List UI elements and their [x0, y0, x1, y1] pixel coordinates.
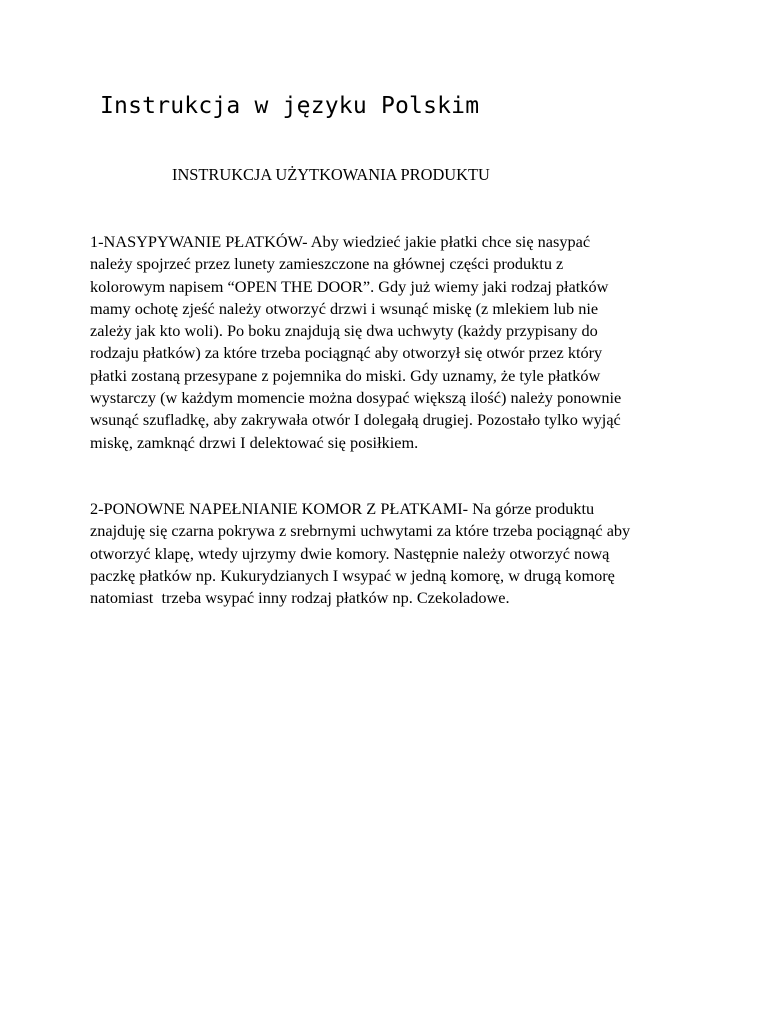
text-line: należy spojrzeć przez lunety zamieszczone na głównej części produktu z — [90, 254, 564, 274]
instruction-section-filling — [90, 231, 621, 454]
document-title: Instrukcja w języku Polskim — [100, 93, 480, 119]
text-line: wystarczy (w każdym momencie można dosypać większą ilość) należy ponownie — [90, 388, 622, 408]
text-line: miskę, zamknąć drzwi I delektować się posiłkiem. — [90, 432, 419, 452]
text-line: 1-NASYPYWANIE PŁATKÓW- Aby wiedzieć jakie płatki chce się nasypać — [90, 232, 591, 251]
text-line: znajduję się czarna pokrywa z srebrnymi uchwytami za które trzeba pociągnąć aby — [90, 521, 631, 541]
text-line: kolorowym napisem “OPEN THE DOOR”. Gdy już wiemy jaki rodzaj płatków — [90, 276, 609, 296]
text-line: mamy ochotę zjeść należy otworzyć drzwi i wsunąć miskę (z mlekiem lub nie — [90, 298, 599, 318]
document-subtitle: INSTRUKCJA UŻYTKOWANIA PRODUKTU — [172, 165, 490, 184]
text-line: wsunąć szufladkę, aby zakrywała otwór I dolegałą drugiej. Pozostało tylko wyjąć — [90, 410, 621, 430]
text-line: płatki zostaną przesypane z pojemnika do miski. Gdy uznamy, że tyle płatków — [90, 365, 601, 385]
text-line: 2-PONOWNE NAPEŁNIANIE KOMOR Z PŁATKAMI- Na górze produktu — [90, 499, 595, 518]
text-line: natomiast trzeba wsypać inny rodzaj płatków np. Czekoladowe. — [90, 588, 510, 608]
instruction-section-refilling — [90, 498, 630, 609]
text-line: rodzaju płatków) za które trzeba pociągnąć aby otworzył się otwór przez który — [90, 343, 603, 363]
text-line: zależy jak kto woli). Po boku znajdują się dwa uchwyty (każdy przypisany do — [90, 321, 598, 341]
text-line: otworzyć klapę, wtedy ujrzymy dwie komory. Następnie należy otworzyć nową — [90, 543, 610, 563]
text-line: paczkę płatków np. Kukurydzianych I wsypać w jedną komorę, w drugą komorę — [90, 565, 615, 585]
